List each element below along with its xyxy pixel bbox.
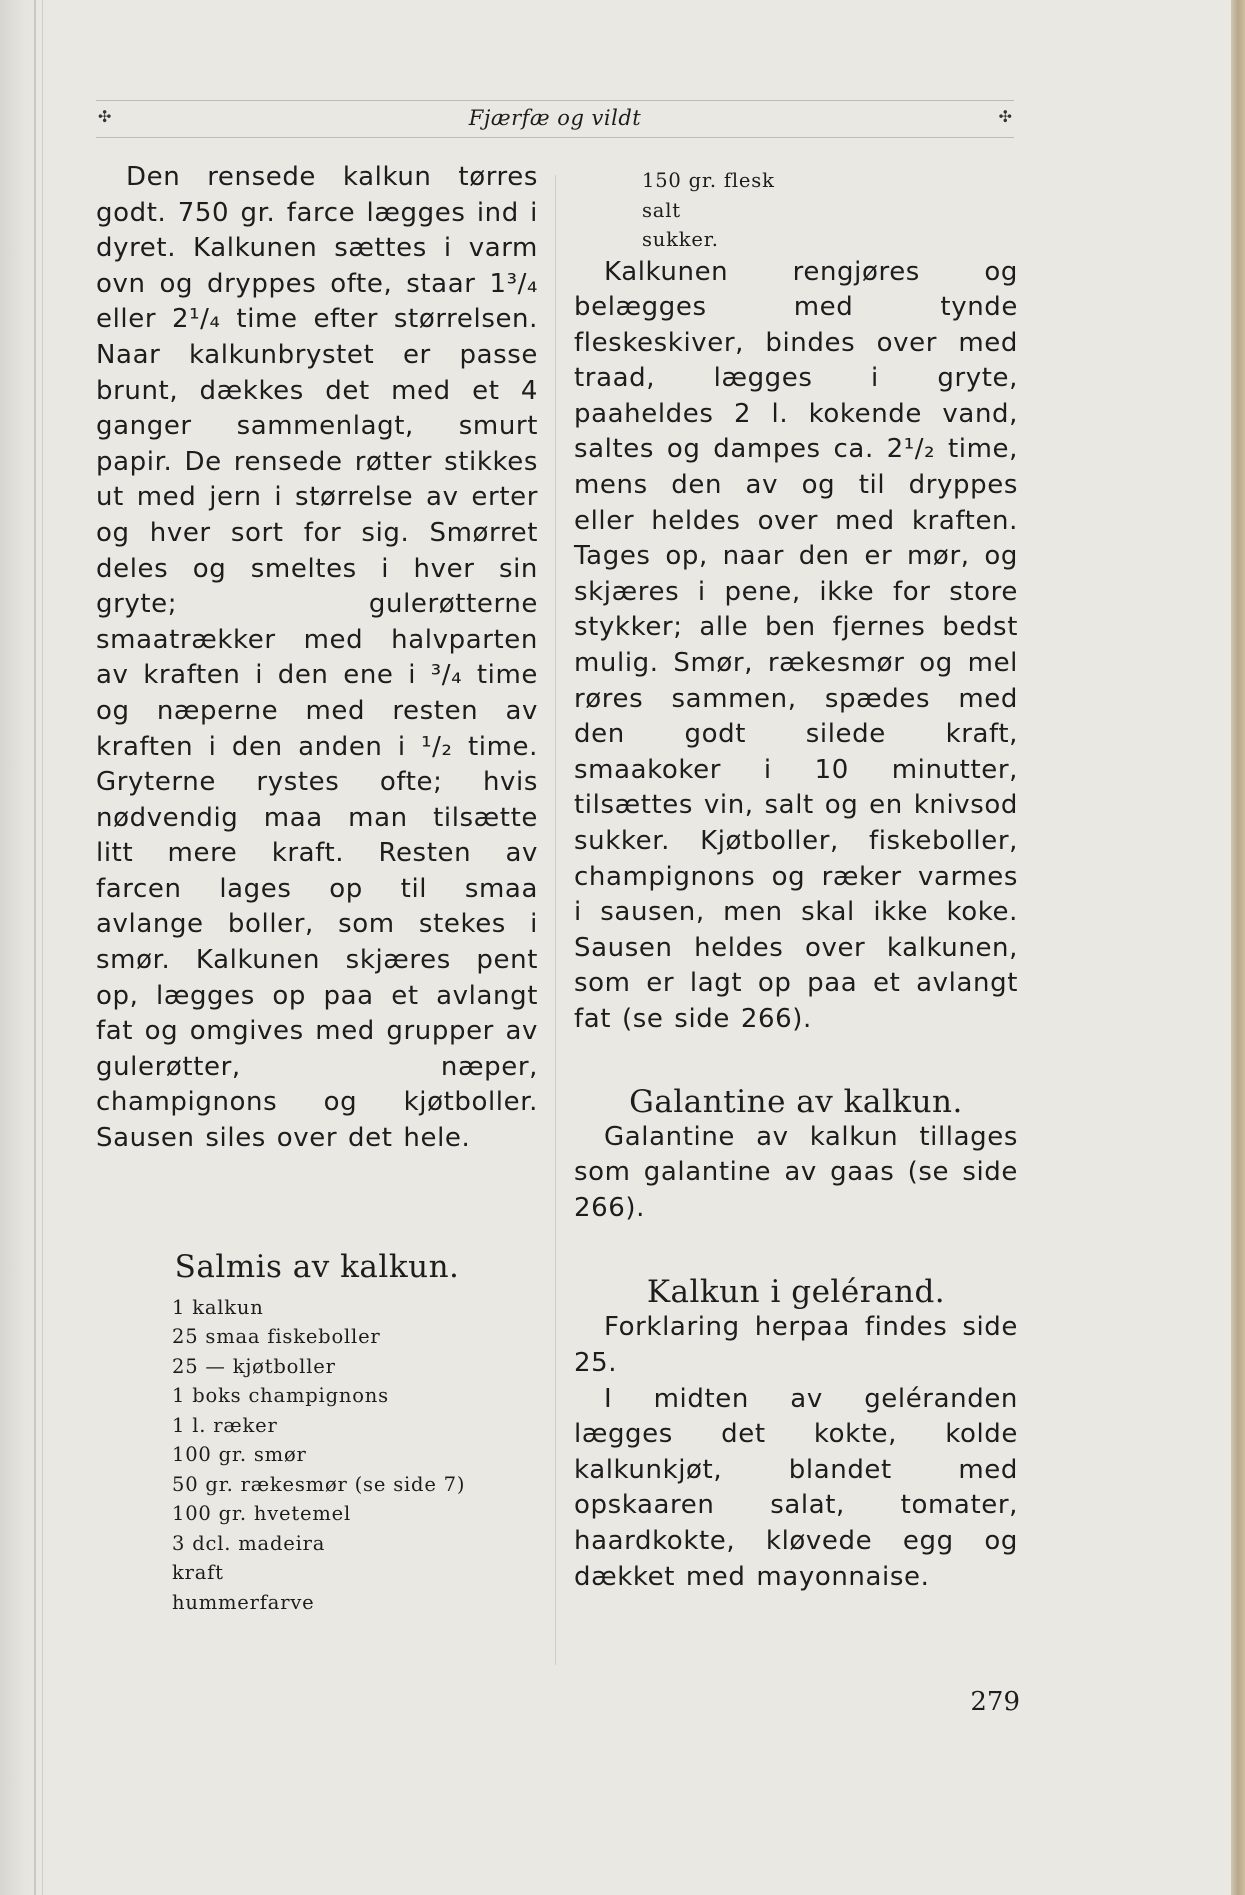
column-divider	[555, 175, 556, 1665]
running-header	[96, 100, 1014, 138]
salmis-ingredient-list	[96, 1293, 538, 1618]
ingredient-item: 3 dcl. madeira	[172, 1531, 326, 1555]
salmis-heading: Salmis av kalkun.	[174, 1248, 460, 1285]
right-column	[574, 166, 1018, 1595]
running-title: Fjærfæ og vildt	[468, 106, 642, 130]
left-column	[96, 160, 538, 1617]
ingredient-item: salt	[642, 198, 681, 222]
ingredient-item: hummerfarve	[172, 1590, 315, 1614]
page-edge	[1231, 0, 1245, 1895]
gelerand-heading: Kalkun i gelérand.	[646, 1274, 946, 1311]
binding-line	[34, 0, 36, 1895]
ingredient-item: kraft	[172, 1561, 224, 1585]
ingredient-item: 1 boks champignons	[172, 1384, 389, 1408]
roast-turkey-paragraph: Den rensede kalkun tørres godt. 750 gr. farce lægges ind i dyret. Kalkunen sættes i varm ovn og dryppes ofte, staar 1³/₄ eller 2¹/₄ time efter størrelsen. Naar kalkunbrystet er passe brunt, dækkes det med et 4 ganger sammenlagt, smurt papir. De rensede røtter stikkes ut med jern i størrelse av erter og hver sort for sig. Smørret deles og smeltes i hver sin gryte; gulerøtterne smaatrækker med halvparten av kraften i den ene i ³/₄ time og næperne med resten av kraften i den anden i ¹/₂ time. Gryterne rystes ofte; hvis nødvendig maa man tilsætte litt mere kraft. Resten av farcen lages op til smaa avlange boller, som stekes i smør. Kalkunen skjæres pent op, lægges op paa et avlangt fat og omgives med grupper av gulerøtter, næper, champignons og kjøtboller. Sausen siles over det hele.	[96, 162, 538, 1154]
page-number: 279	[970, 1687, 1020, 1717]
galantine-heading: Galantine av kalkun.	[629, 1083, 963, 1120]
salmis-ingredient-list-continued	[574, 166, 1018, 255]
salmis-method-paragraph: Kalkunen rengjøres og belægges med tynde fleskeskiver, bindes over med traad, lægges i gryte, paaheldes 2 l. kokende vand, saltes og dampes ca. 2¹/₂ time, mens den av og til dryppes eller heldes over med kraften. Tages op, naar den er mør, og skjæres i pene, ikke for store stykker; alle ben fjernes bedst mulig. Smør, rækesmør og mel røres sammen, spædes med den godt silede kraft, smaakoker i 10 minutter, tilsættes vin, salt og en knivsod sukker. Kjøtboller, fiskeboller, champignons og ræker varmes i sausen, men skal ikke koke. Sausen heldes over kalkunen, som er lagt op paa et avlangt fat (se side 266).	[574, 256, 1019, 1034]
gelerand-paragraph-1: Forklaring herpaa findes side 25.	[574, 1312, 1018, 1378]
ingredient-item: 50 gr. rækesmør (se side 7)	[172, 1472, 466, 1496]
ornament-left-icon: ✣	[98, 107, 112, 126]
ingredient-item: 100 gr. hvetemel	[172, 1502, 352, 1526]
ingredient-item: 1 l. ræker	[172, 1413, 278, 1437]
ingredient-item: 100 gr. smør	[172, 1443, 307, 1467]
gelerand-paragraph-2: I midten av geléranden lægges det kokte, kolde kalkunkjøt, blandet med opskaaren salat, tomater, haardkokte, kløvede egg og dækket med mayonnaise.	[574, 1383, 1018, 1592]
galantine-paragraph: Galantine av kalkun tillages som galantine av gaas (se side 266).	[574, 1121, 1018, 1223]
ingredient-item: 25 — kjøtboller	[172, 1354, 336, 1378]
ornament-right-icon: ✣	[998, 107, 1012, 126]
ingredient-item: sukker.	[642, 228, 719, 251]
ingredient-item: 1 kalkun	[172, 1295, 264, 1319]
ingredient-item: 25 smaa fiskeboller	[172, 1325, 381, 1349]
book-spine-shadow	[0, 0, 43, 1895]
ingredient-item: 150 gr. flesk	[642, 169, 775, 192]
